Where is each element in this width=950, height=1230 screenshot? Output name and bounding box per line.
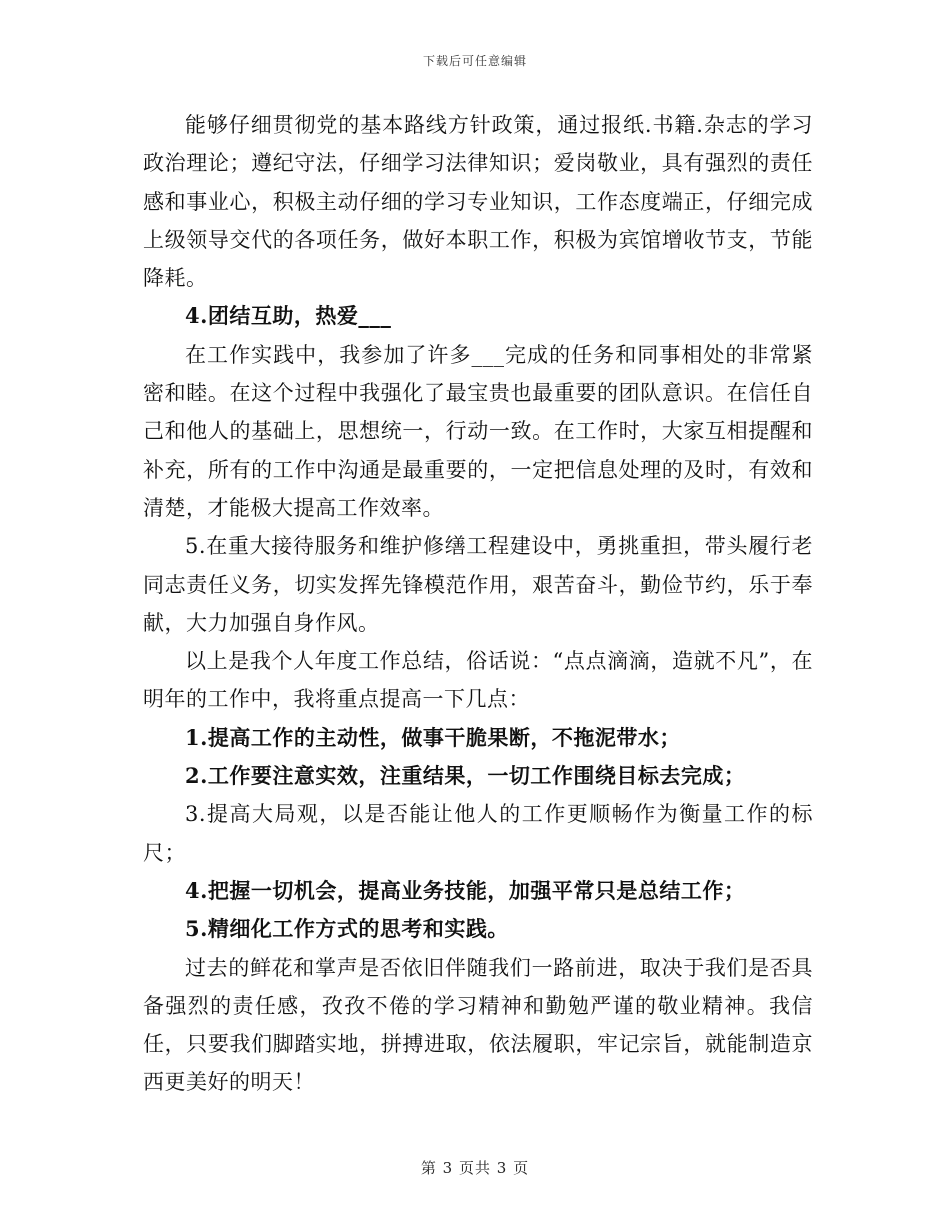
paragraph-summary-intro: 以上是我个人年度工作总结，俗话说：“点点滴滴，造就不凡”，在明年的工作中，我将重点提高一下几点： [143,649,813,712]
page-header: 下载后可任意编辑 [422,54,527,68]
heading-unity-mutual-help: 4.团结互助，热爱___ [185,303,392,329]
document-body [143,106,813,1102]
list-item-opportunities: 4.把握一切机会，提高业务技能，加强平常只是总结工作； [185,877,746,903]
paragraph-conclusion: 过去的鲜花和掌声是否依旧伴随我们一路前进，取决于我们是否具备强烈的责任感，孜孜不倦的学习精神和勤勉严谨的敬业精神。我信任，只要我们脚踏实地，拼搏进取，依法履职，牢记宗旨，就能制造京西更美好的明天！ [143,955,813,1095]
list-item-refinement: 5.精细化工作方式的思考和实践。 [185,916,509,942]
page-number-footer: 第 3 页共 3 页 [420,1159,530,1177]
list-item-initiative: 1.提高工作的主动性，做事干脆果断，不拖泥带水； [185,724,681,750]
paragraph-reception-service: 5.在重大接待服务和维护修缮工程建设中，勇挑重担，带头履行老同志责任义务，切实发挥先锋模范作用，艰苦奋斗，勤俭节约，乐于奉献，大力加强自身作风。 [143,534,813,635]
list-item-effectiveness: 2.工作要注意实效，注重结果，一切工作围绕目标去完成； [185,763,746,789]
list-item-big-picture: 3.提高大局观，以是否能让他人的工作更顺畅作为衡量工作的标尺； [143,802,813,865]
paragraph-teamwork: 在工作实践中，我参加了许多___完成的任务和同事相处的非常紧密和睦。在这个过程中我强化了最宝贵也最重要的团队意识。在信任自己和他人的基础上，思想统一，行动一致。在工作时，大家互相提醒和补充，所有的工作中沟通是最重要的，一定把信息处理的及时，有效和清楚，才能极大提高工作效率。 [143,342,813,520]
paragraph-political-study: 能够仔细贯彻党的基本路线方针政策，通过报纸.书籍.杂志的学习政治理论；遵纪守法，仔细学习法律知识；爱岗敬业，具有强烈的责任感和事业心，积极主动仔细的学习专业知识，工作态度端正，仔细完成上级领导交代的各项任务，做好本职工作，积极为宾馆增收节支，节能降耗。 [143,113,813,291]
